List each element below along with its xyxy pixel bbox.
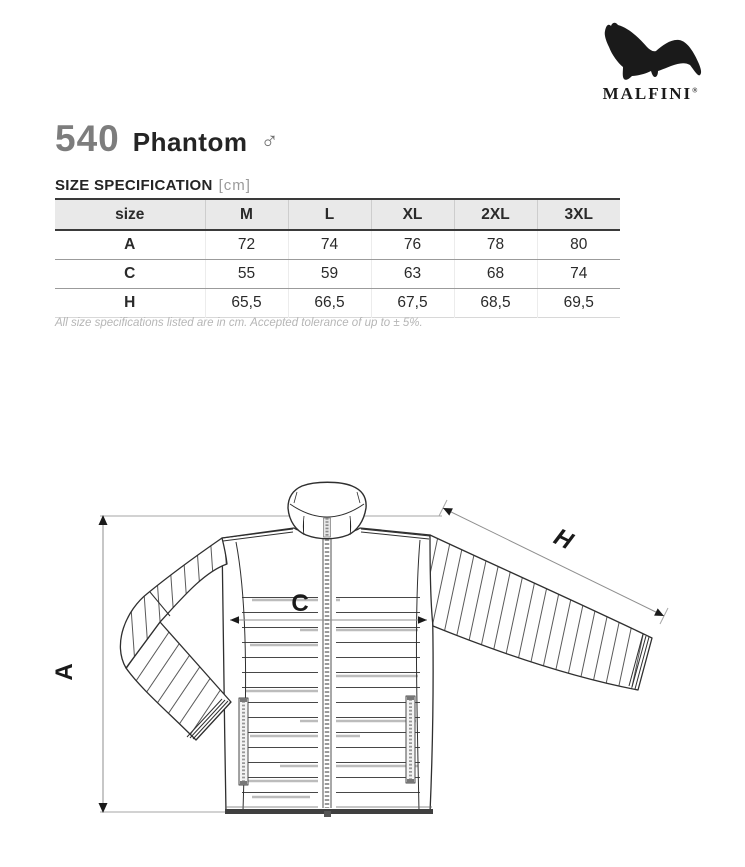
male-gender-icon: ♂: [260, 128, 279, 155]
dimension-a-arrow: [51, 515, 108, 813]
cell-value: 80: [537, 230, 620, 260]
row-label: H: [124, 294, 136, 311]
table-row-h: [55, 289, 620, 318]
section-title: SIZE SPECIFICATION: [55, 177, 213, 194]
cell-value: 74: [288, 230, 371, 260]
cell-value: 68: [454, 260, 537, 289]
brand-wordmark: [584, 84, 716, 104]
section-heading: [55, 177, 251, 194]
cell-value: 78: [454, 230, 537, 260]
brand-name: MALFINI: [602, 84, 693, 103]
cell-value: 76: [371, 230, 454, 260]
size-table-header-row: [55, 199, 620, 230]
falcon-bird-icon: [595, 14, 705, 82]
dimension-label-h: H: [549, 523, 577, 556]
page-title: [55, 118, 278, 160]
column-header-l: L: [288, 199, 371, 230]
product-code: 540: [55, 118, 120, 159]
cell-value: 65,5: [205, 289, 288, 318]
cell-value: 74: [537, 260, 620, 289]
tolerance-note: All size specifications listed are in cm. Accepted tolerance of up to ± 5%.: [55, 317, 423, 329]
cell-value: 72: [205, 230, 288, 260]
column-header-size: size: [55, 199, 205, 230]
jacket-measurement-diagram: [0, 440, 745, 867]
size-table: [55, 198, 620, 318]
row-label: C: [55, 260, 205, 289]
right-sleeve: [430, 535, 652, 690]
cell-value: 68,5: [454, 289, 537, 318]
cell-value: 55: [205, 260, 288, 289]
cell-value: 63: [371, 260, 454, 289]
left-sleeve: [120, 538, 231, 740]
unit-label: [cm]: [218, 177, 251, 194]
column-header-3xl: 3XL: [537, 199, 620, 230]
cell-value: 59: [288, 260, 371, 289]
cell-value: 69,5: [537, 289, 620, 318]
table-row-a: [55, 230, 620, 260]
table-row-c: [55, 260, 620, 289]
cell-value: 66,5: [288, 289, 371, 318]
column-header-m: M: [205, 199, 288, 230]
right-pocket-zipper: [406, 696, 415, 783]
registered-mark: ®: [692, 86, 698, 95]
cell-value: 67,5: [371, 289, 454, 318]
column-header-2xl: 2XL: [454, 199, 537, 230]
stand-collar: [288, 482, 366, 539]
dimension-label-c: C: [291, 590, 309, 617]
dimension-label-a: A: [51, 663, 78, 681]
front-zipper: [318, 537, 336, 817]
column-header-xl: XL: [371, 199, 454, 230]
product-name: Phantom: [132, 127, 248, 157]
left-pocket-zipper: [239, 698, 248, 785]
brand-logo: [584, 14, 716, 104]
row-label: A: [55, 230, 205, 260]
